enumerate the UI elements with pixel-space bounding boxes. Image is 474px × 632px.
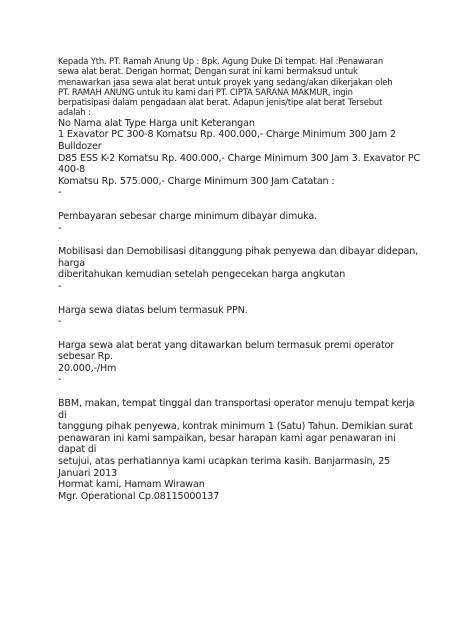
spacer <box>58 386 420 398</box>
letter-body <box>58 56 420 502</box>
list-dash: - <box>58 374 62 386</box>
spacer <box>58 293 420 305</box>
note-mobilization: Mobilisasi dan Demobilisasi ditanggung pihak penyewa dan dibayar didepan, harga diberitahukan kemudian setelah pengecekan harga angkutan <box>58 246 419 281</box>
note-ppn: Harga sewa diatas belum termasuk PPN. <box>58 304 248 316</box>
spacer <box>58 199 420 211</box>
list-dash: - <box>58 222 62 234</box>
letter-closing-paragraph: BBM, makan, tempat tinggal dan transportasi operator menuju tempat kerja di tanggung pihak penyewa, kontrak minimum 1 (Satu) Tahun. Demikian surat penawaran ini kami sampaikan, besar harapan kami agar penawaran ini dapat di setujui, atas perhatiannya kami ucapkan terima kasih. Banjarmasin, 25 Januari 2013 Hormat kami, Hamam Wirawan Mgr. Operational Cp.08115000137 <box>58 398 415 502</box>
list-dash: - <box>58 316 62 328</box>
list-dash: - <box>58 187 62 199</box>
note-operator: Harga sewa alat berat yang ditawarkan belum termasuk premi operator sebesar Rp. 20.000,-/Hm <box>58 339 395 374</box>
equipment-price-list: No Nama alat Type Harga unit Keterangan 1 Exavator PC 300-8 Komatsu Rp. 400.000,- Charge Minimum 300 Jam 2 Bulldozer D85 ESS K-2 Komatsu Rp. 400.000,- Charge Minimum 300 Jam 3. Exavator PC 400-8 Komatsu Rp. 575.000,- Charge Minimum 300 Jam Catatan : <box>58 117 421 187</box>
spacer <box>58 328 420 340</box>
note-payment: Pembayaran sebesar charge minimum dibayar dimuka. <box>58 210 317 222</box>
spacer <box>58 234 420 246</box>
letter-intro-paragraph: Kepada Yth. PT. Ramah Anung Up : Bpk. Agung Duke Di tempat. Hal :Penawaran sewa alat berat. Dengan hormat, Dengan surat ini kami bermaksud untuk menawarkan jasa sewa alat berat untuk proyek yang sedang/akan dikerjakan oleh PT. RAMAH ANUNG untuk itu kami dari PT. CIPTA SARANA MAKMUR, ingin berpatisipasi dalam pengadaan alat berat. Adapun jenis/tipe alat berat Tersebut adalah : <box>58 56 393 118</box>
list-dash: - <box>58 280 62 292</box>
